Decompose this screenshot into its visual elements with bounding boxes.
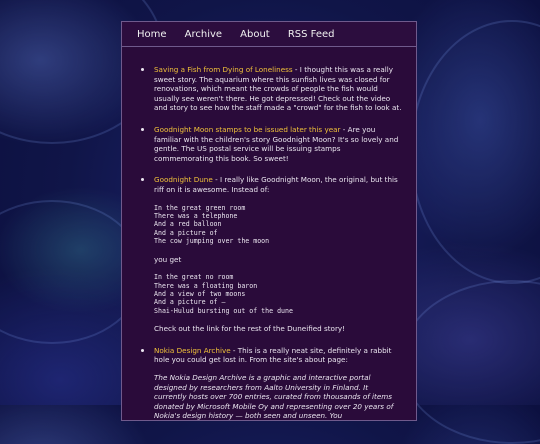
poem-original: In the great green room There was a telephone And a red balloon And a picture of The cow jumping over the moon (154, 203, 270, 246)
post-link-goodnight-moon-stamps[interactable]: Goodnight Moon stamps to be issued later this year (154, 124, 341, 134)
post-description: - I really like Goodnight Moon, the original, but this riff on it is awesome. Instead of: (154, 175, 398, 194)
post-body (154, 346, 402, 365)
nav-about-link[interactable]: About (240, 29, 270, 40)
post-description: - Are you familiar with the children's story Goodnight Moon? It's so lovely and gentle. The US postal service will be issuing stamps commemorating this book. So sweet! (154, 124, 399, 163)
background-swirl (400, 280, 540, 444)
nav-home-link[interactable]: Home (137, 29, 167, 40)
post-body (154, 125, 402, 163)
list-item (136, 125, 402, 163)
post-quote: The Nokia Design Archive is a graphic and interactive portal designed by researchers from Aalto University in Finland. It currently hosts over 700 entries, curated from thousands of items donated by Microsoft Mobile Oy and representing over 20 years of Nokia's design history — both seen and unseen. You (154, 372, 394, 421)
post-body (154, 175, 402, 194)
post-link-goodnight-dune[interactable]: Goodnight Dune (154, 175, 213, 185)
post-list (122, 47, 416, 421)
page-container (121, 21, 417, 421)
post-transition-text: you get (154, 254, 182, 264)
top-navigation (122, 22, 416, 47)
nav-archive-link[interactable]: Archive (184, 29, 223, 40)
nav-rss-feed-link[interactable]: RSS Feed (287, 29, 335, 40)
background-swirl (410, 20, 540, 284)
post-closing-text: Check out the link for the rest of the Duneified story! (154, 324, 346, 334)
list-item (136, 65, 402, 113)
post-body (154, 65, 402, 113)
poem-dune: In the great no room There was a floating baron And a view of two moons And a picture of — Shai-Hulud bursting out of the dune (154, 273, 293, 315)
post-link-saving-fish[interactable]: Saving a Fish from Dying of Loneliness (154, 65, 293, 74)
list-item (136, 346, 402, 421)
list-item (136, 175, 402, 333)
post-description: - This is a really neat site, definitely a rabbit hole you could get lost in. From the site's about page: (154, 345, 392, 365)
post-link-nokia-design-archive[interactable]: Nokia Design Archive (154, 345, 231, 355)
post-description: - I thought this was a really sweet story. The aquarium where this sunfish lives was closed for renovations, which meant the crowds of people the fish would usually see weren't there. He got depressed! Check out the video and story to see how the staff made a "crowd" for the fish to look at. (154, 65, 402, 113)
